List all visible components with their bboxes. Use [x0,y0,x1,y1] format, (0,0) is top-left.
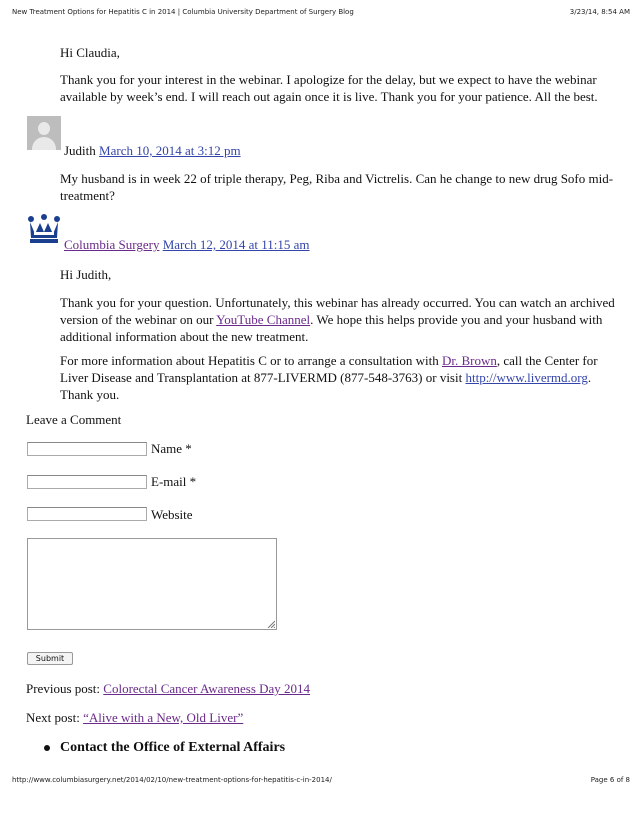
print-footer [0,772,638,786]
resize-grip-icon[interactable] [267,620,275,628]
comment-author-link[interactable]: Columbia Surgery [64,237,160,252]
next-post-nav [26,709,243,726]
comment-body-judith: My husband is in week 22 of triple therapy, Peg, Riba and Victrelis. Can he change to new drug Sofo mid-treatment? [60,171,614,203]
comment-meta-judith [64,142,241,159]
previous-post-link[interactable]: Colorectal Cancer Awareness Day 2014 [103,681,311,696]
comment-author: Judith [64,143,96,158]
text: For more information about Hepatitis C or to arrange a consultation with [60,353,442,368]
text: . We hope this helps provide you and your husband with additional information about the new treatment. [60,312,603,344]
leave-comment-heading: Leave a Comment [26,412,122,427]
text: Thank you for your question. Unfortunately, this webinar has already occurred. You can watch an archived version of the webinar on our [60,295,615,327]
reply-greeting-claudia: Hi Claudia, [60,45,120,60]
comment-meta-columbia [64,236,310,253]
reply-paragraph-1 [60,294,620,345]
print-header-title: New Treatment Options for Hepatitis C in 2014 | Columbia University Department of Surgery Blog [12,8,354,16]
reply-paragraph-2 [60,352,620,403]
reply-body-claudia: Thank you for your interest in the webinar. I apologize for the delay, but we expect to have the webinar available by week’s end. I will reach out again once it is live. Thank you for your patience. All the best. [60,72,598,104]
submit-button[interactable]: Submit [27,652,73,665]
next-post-label: Next post: [26,710,84,725]
print-footer-url: http://www.columbiasurgery.net/2014/02/10/new-treatment-options-for-hepatitis-c-in-2014/ [12,776,332,784]
comment-textarea[interactable] [27,538,277,630]
text: , call the Center for Liver Disease and Transplantation at 877-LIVERMD (877-548-3763) or visit [60,353,598,385]
website-input[interactable] [27,507,147,521]
text: Thank you. [60,387,120,402]
dr-brown-link[interactable]: Dr. Brown [441,353,497,368]
reply-greeting-judith: Hi Judith, [60,267,112,282]
livermd-link[interactable]: http://www.livermd.org [465,370,588,385]
name-input[interactable] [27,442,147,456]
name-label: Name * [151,441,192,456]
email-label: E-mail * [151,474,197,489]
avatar-default-icon [27,116,61,150]
contact-external-affairs-heading[interactable]: Contact the Office of External Affairs [60,740,286,755]
next-post-link[interactable]: “Alive with a New, Old Liver” [83,710,244,725]
bullet-icon [44,745,50,751]
previous-post-label: Previous post: [26,681,104,696]
print-footer-page: Page 6 of 8 [590,776,630,784]
text: . [587,370,592,385]
youtube-channel-link[interactable]: YouTube Channel [216,312,311,327]
print-header [0,0,638,14]
print-header-datetime: 3/23/14, 8:54 AM [569,8,630,16]
previous-post-nav [26,680,310,697]
website-label: Website [151,507,193,522]
columbia-crown-icon [26,214,62,244]
email-input[interactable] [27,475,147,489]
comment-date-link[interactable]: March 12, 2014 at 11:15 am [162,237,310,252]
comment-date-link[interactable]: March 10, 2014 at 3:12 pm [99,143,241,158]
